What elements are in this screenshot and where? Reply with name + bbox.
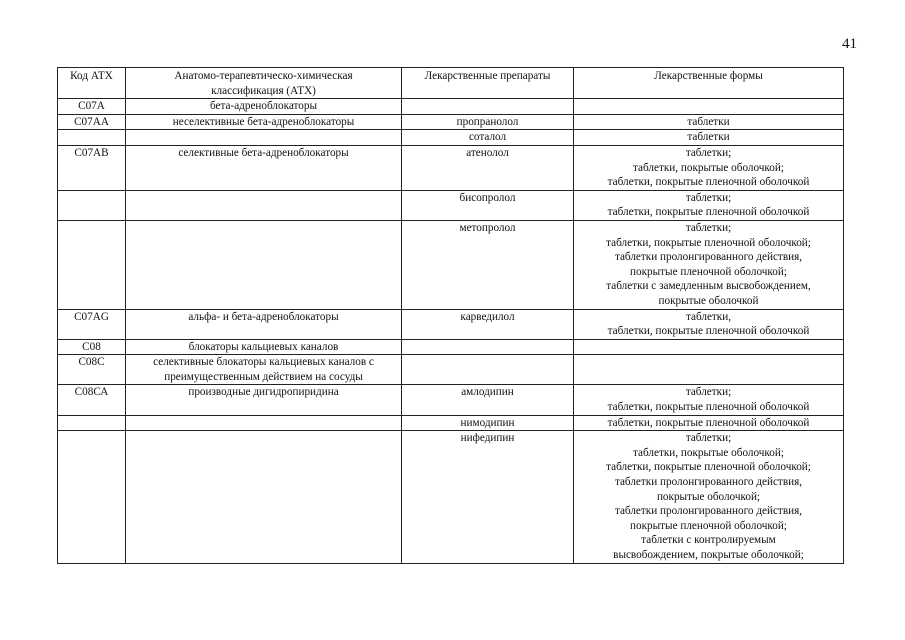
classification-cell: альфа- и бета-адреноблокаторы [126, 309, 402, 339]
dosage-form-cell: таблетки; таблетки, покрытые оболочкой; таблетки, покрытые пленочной оболочкой; таблетки пролонгированного действия, покрытые оболочкой; таблетки пролонгированного действия, покрытые пленочной оболочкой; таблетки с контролируемым высвобождением, покрытые оболочкой; [574, 431, 844, 563]
table-row [58, 309, 844, 339]
table-row [58, 220, 844, 309]
dosage-form-cell [574, 355, 844, 385]
atx-code-cell [58, 220, 126, 309]
classification-cell: селективные блокаторы кальциевых каналов с преимущественным действием на сосуды [126, 355, 402, 385]
table-row [58, 130, 844, 146]
drug-cell: нимодипин [402, 415, 574, 431]
drug-cell [402, 99, 574, 115]
drug-cell: атенолол [402, 145, 574, 190]
dosage-form-cell: таблетки, таблетки, покрытые пленочной оболочкой [574, 309, 844, 339]
dosage-form-cell: таблетки [574, 114, 844, 130]
table-header-row [58, 68, 844, 99]
classification-cell [126, 190, 402, 220]
table-row [58, 339, 844, 355]
classification-cell: неселективные бета-адреноблокаторы [126, 114, 402, 130]
atx-code-cell: С08СА [58, 385, 126, 415]
classification-cell: производные дигидропиридина [126, 385, 402, 415]
atx-code-cell: С07АА [58, 114, 126, 130]
drug-cell: метопролол [402, 220, 574, 309]
drug-cell: карведилол [402, 309, 574, 339]
dosage-form-cell: таблетки [574, 130, 844, 146]
atx-code-cell: С07А [58, 99, 126, 115]
table-row [58, 355, 844, 385]
atx-code-cell [58, 415, 126, 431]
dosage-form-cell: таблетки; таблетки, покрытые оболочкой; таблетки, покрытые пленочной оболочкой [574, 145, 844, 190]
drug-cell: нифедипин [402, 431, 574, 563]
drug-cell: бисопролол [402, 190, 574, 220]
dosage-form-cell: таблетки, покрытые пленочной оболочкой [574, 415, 844, 431]
table-row [58, 385, 844, 415]
atx-code-cell: С08С [58, 355, 126, 385]
dosage-form-cell [574, 339, 844, 355]
table-row [58, 190, 844, 220]
dosage-form-cell: таблетки; таблетки, покрытые пленочной оболочкой; таблетки пролонгированного действия, покрытые пленочной оболочкой; таблетки с замедленным высвобождением, покрытые оболочкой [574, 220, 844, 309]
table-row [58, 114, 844, 130]
classification-cell: блокаторы кальциевых каналов [126, 339, 402, 355]
dosage-form-cell [574, 99, 844, 115]
drug-cell: соталол [402, 130, 574, 146]
drug-cell [402, 339, 574, 355]
page-number: 41 [842, 36, 857, 52]
dosage-form-cell: таблетки; таблетки, покрытые пленочной оболочкой [574, 190, 844, 220]
atx-code-cell: С07АВ [58, 145, 126, 190]
table-row [58, 145, 844, 190]
header-atx-classification: Анатомо-терапевтическо-химическая классификация (АТХ) [126, 68, 402, 99]
classification-cell: селективные бета-адреноблокаторы [126, 145, 402, 190]
classification-cell [126, 220, 402, 309]
table-row [58, 431, 844, 563]
table-row [58, 415, 844, 431]
header-dosage-forms: Лекарственные формы [574, 68, 844, 99]
atx-table [57, 67, 844, 564]
drug-cell [402, 355, 574, 385]
drug-cell: амлодипин [402, 385, 574, 415]
classification-cell [126, 130, 402, 146]
atx-code-cell [58, 130, 126, 146]
header-atx-code: Код АТХ [58, 68, 126, 99]
atx-code-cell [58, 190, 126, 220]
classification-cell [126, 431, 402, 563]
classification-cell [126, 415, 402, 431]
dosage-form-cell: таблетки; таблетки, покрытые пленочной оболочкой [574, 385, 844, 415]
classification-cell: бета-адреноблокаторы [126, 99, 402, 115]
atx-code-cell [58, 431, 126, 563]
table-row [58, 99, 844, 115]
atx-code-cell: С07АG [58, 309, 126, 339]
atx-code-cell: С08 [58, 339, 126, 355]
drug-cell: пропранолол [402, 114, 574, 130]
header-medicines: Лекарственные препараты [402, 68, 574, 99]
